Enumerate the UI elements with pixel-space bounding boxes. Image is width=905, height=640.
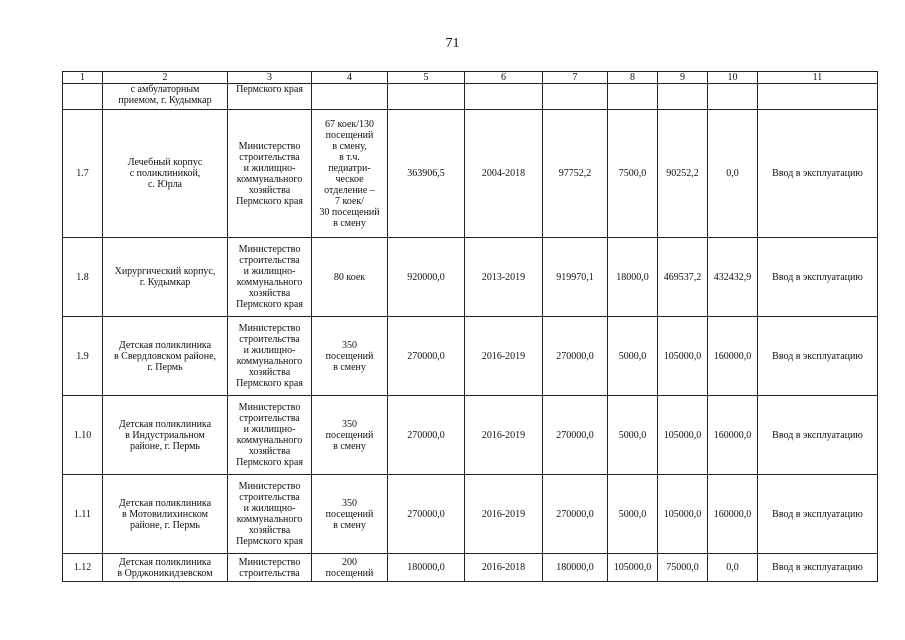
value-col10: 0,0 — [708, 554, 758, 582]
column-header: 11 — [758, 72, 878, 84]
value-col8: 5000,0 — [608, 475, 658, 554]
customer: Министерство строительства и жилищно- коммунального хозяйства Пермского края — [228, 110, 312, 238]
customer: Министерство строительства и жилищно- коммунального хозяйства Пермского края — [228, 396, 312, 475]
row-number — [63, 84, 103, 110]
value-col10: 0,0 — [708, 110, 758, 238]
value-col9: 75000,0 — [658, 554, 708, 582]
table-row — [63, 317, 878, 396]
value-col8 — [608, 84, 658, 110]
total-cost: 270000,0 — [388, 317, 465, 396]
capacity: 350 посещений в смену — [312, 475, 388, 554]
value-col10: 160000,0 — [708, 396, 758, 475]
value-col9: 469537,2 — [658, 238, 708, 317]
capacity: 350 посещений в смену — [312, 317, 388, 396]
customer: Министерство строительства и жилищно- коммунального хозяйства Пермского края — [228, 317, 312, 396]
page-number: 71 — [445, 36, 460, 51]
value-col9: 105000,0 — [658, 475, 708, 554]
value-col7: 97752,2 — [543, 110, 608, 238]
column-header: 7 — [543, 72, 608, 84]
capacity: 80 коек — [312, 238, 388, 317]
row-number: 1.9 — [63, 317, 103, 396]
column-header: 9 — [658, 72, 708, 84]
total-cost: 270000,0 — [388, 475, 465, 554]
period: 2016-2019 — [465, 317, 543, 396]
total-cost: 920000,0 — [388, 238, 465, 317]
value-col8: 105000,0 — [608, 554, 658, 582]
value-col9: 90252,2 — [658, 110, 708, 238]
object-name: с амбулаторным приемом, г. Кудымкар — [103, 84, 228, 110]
period: 2013-2019 — [465, 238, 543, 317]
total-cost — [388, 84, 465, 110]
value-col9: 105000,0 — [658, 396, 708, 475]
value-col8: 5000,0 — [608, 317, 658, 396]
capacity: 200 посещений — [312, 554, 388, 582]
column-header: 10 — [708, 72, 758, 84]
value-col10: 160000,0 — [708, 317, 758, 396]
row-number: 1.12 — [63, 554, 103, 582]
notes: Ввод в эксплуатацию — [758, 110, 878, 238]
table-row — [63, 110, 878, 238]
value-col8: 7500,0 — [608, 110, 658, 238]
object-name: Детская поликлиника в Индустриальном районе, г. Пермь — [103, 396, 228, 475]
column-header: 2 — [103, 72, 228, 84]
value-col7: 270000,0 — [543, 475, 608, 554]
period: 2016-2019 — [465, 396, 543, 475]
period: 2016-2018 — [465, 554, 543, 582]
total-cost: 180000,0 — [388, 554, 465, 582]
column-header: 1 — [63, 72, 103, 84]
notes: Ввод в эксплуатацию — [758, 554, 878, 582]
period: 2004-2018 — [465, 110, 543, 238]
column-header: 5 — [388, 72, 465, 84]
capacity: 67 коек/130 посещений в смену, в т.ч. педиатри- ческое отделение – 7 коек/ 30 посещений в смену — [312, 110, 388, 238]
notes: Ввод в эксплуатацию — [758, 475, 878, 554]
value-col7 — [543, 84, 608, 110]
notes: Ввод в эксплуатацию — [758, 396, 878, 475]
value-col7: 270000,0 — [543, 396, 608, 475]
column-header: 3 — [228, 72, 312, 84]
value-col10 — [708, 84, 758, 110]
notes — [758, 84, 878, 110]
investment-table — [62, 71, 878, 582]
column-header: 8 — [608, 72, 658, 84]
row-number: 1.7 — [63, 110, 103, 238]
period: 2016-2019 — [465, 475, 543, 554]
value-col8: 5000,0 — [608, 396, 658, 475]
object-name: Хирургический корпус, г. Кудымкар — [103, 238, 228, 317]
table-row — [63, 84, 878, 110]
object-name: Детская поликлиника в Орджоникидзевском — [103, 554, 228, 582]
value-col7: 919970,1 — [543, 238, 608, 317]
value-col10: 432432,9 — [708, 238, 758, 317]
object-name: Лечебный корпус с поликлиникой, с. Юрла — [103, 110, 228, 238]
customer: Министерство строительства — [228, 554, 312, 582]
row-number: 1.11 — [63, 475, 103, 554]
column-header: 6 — [465, 72, 543, 84]
customer: Пермского края — [228, 84, 312, 110]
capacity — [312, 84, 388, 110]
notes: Ввод в эксплуатацию — [758, 238, 878, 317]
customer: Министерство строительства и жилищно- коммунального хозяйства Пермского края — [228, 238, 312, 317]
total-cost: 363906,5 — [388, 110, 465, 238]
customer: Министерство строительства и жилищно- коммунального хозяйства Пермского края — [228, 475, 312, 554]
value-col9: 105000,0 — [658, 317, 708, 396]
object-name: Детская поликлиника в Свердловском районе, г. Пермь — [103, 317, 228, 396]
row-number: 1.8 — [63, 238, 103, 317]
value-col10: 160000,0 — [708, 475, 758, 554]
value-col8: 18000,0 — [608, 238, 658, 317]
table-row — [63, 554, 878, 582]
header-row — [63, 72, 878, 84]
row-number: 1.10 — [63, 396, 103, 475]
period — [465, 84, 543, 110]
total-cost: 270000,0 — [388, 396, 465, 475]
object-name: Детская поликлиника в Мотовилихинском районе, г. Пермь — [103, 475, 228, 554]
notes: Ввод в эксплуатацию — [758, 317, 878, 396]
value-col9 — [658, 84, 708, 110]
capacity: 350 посещений в смену — [312, 396, 388, 475]
value-col7: 270000,0 — [543, 317, 608, 396]
column-header: 4 — [312, 72, 388, 84]
table-row — [63, 396, 878, 475]
table-row — [63, 238, 878, 317]
table-row — [63, 475, 878, 554]
value-col7: 180000,0 — [543, 554, 608, 582]
